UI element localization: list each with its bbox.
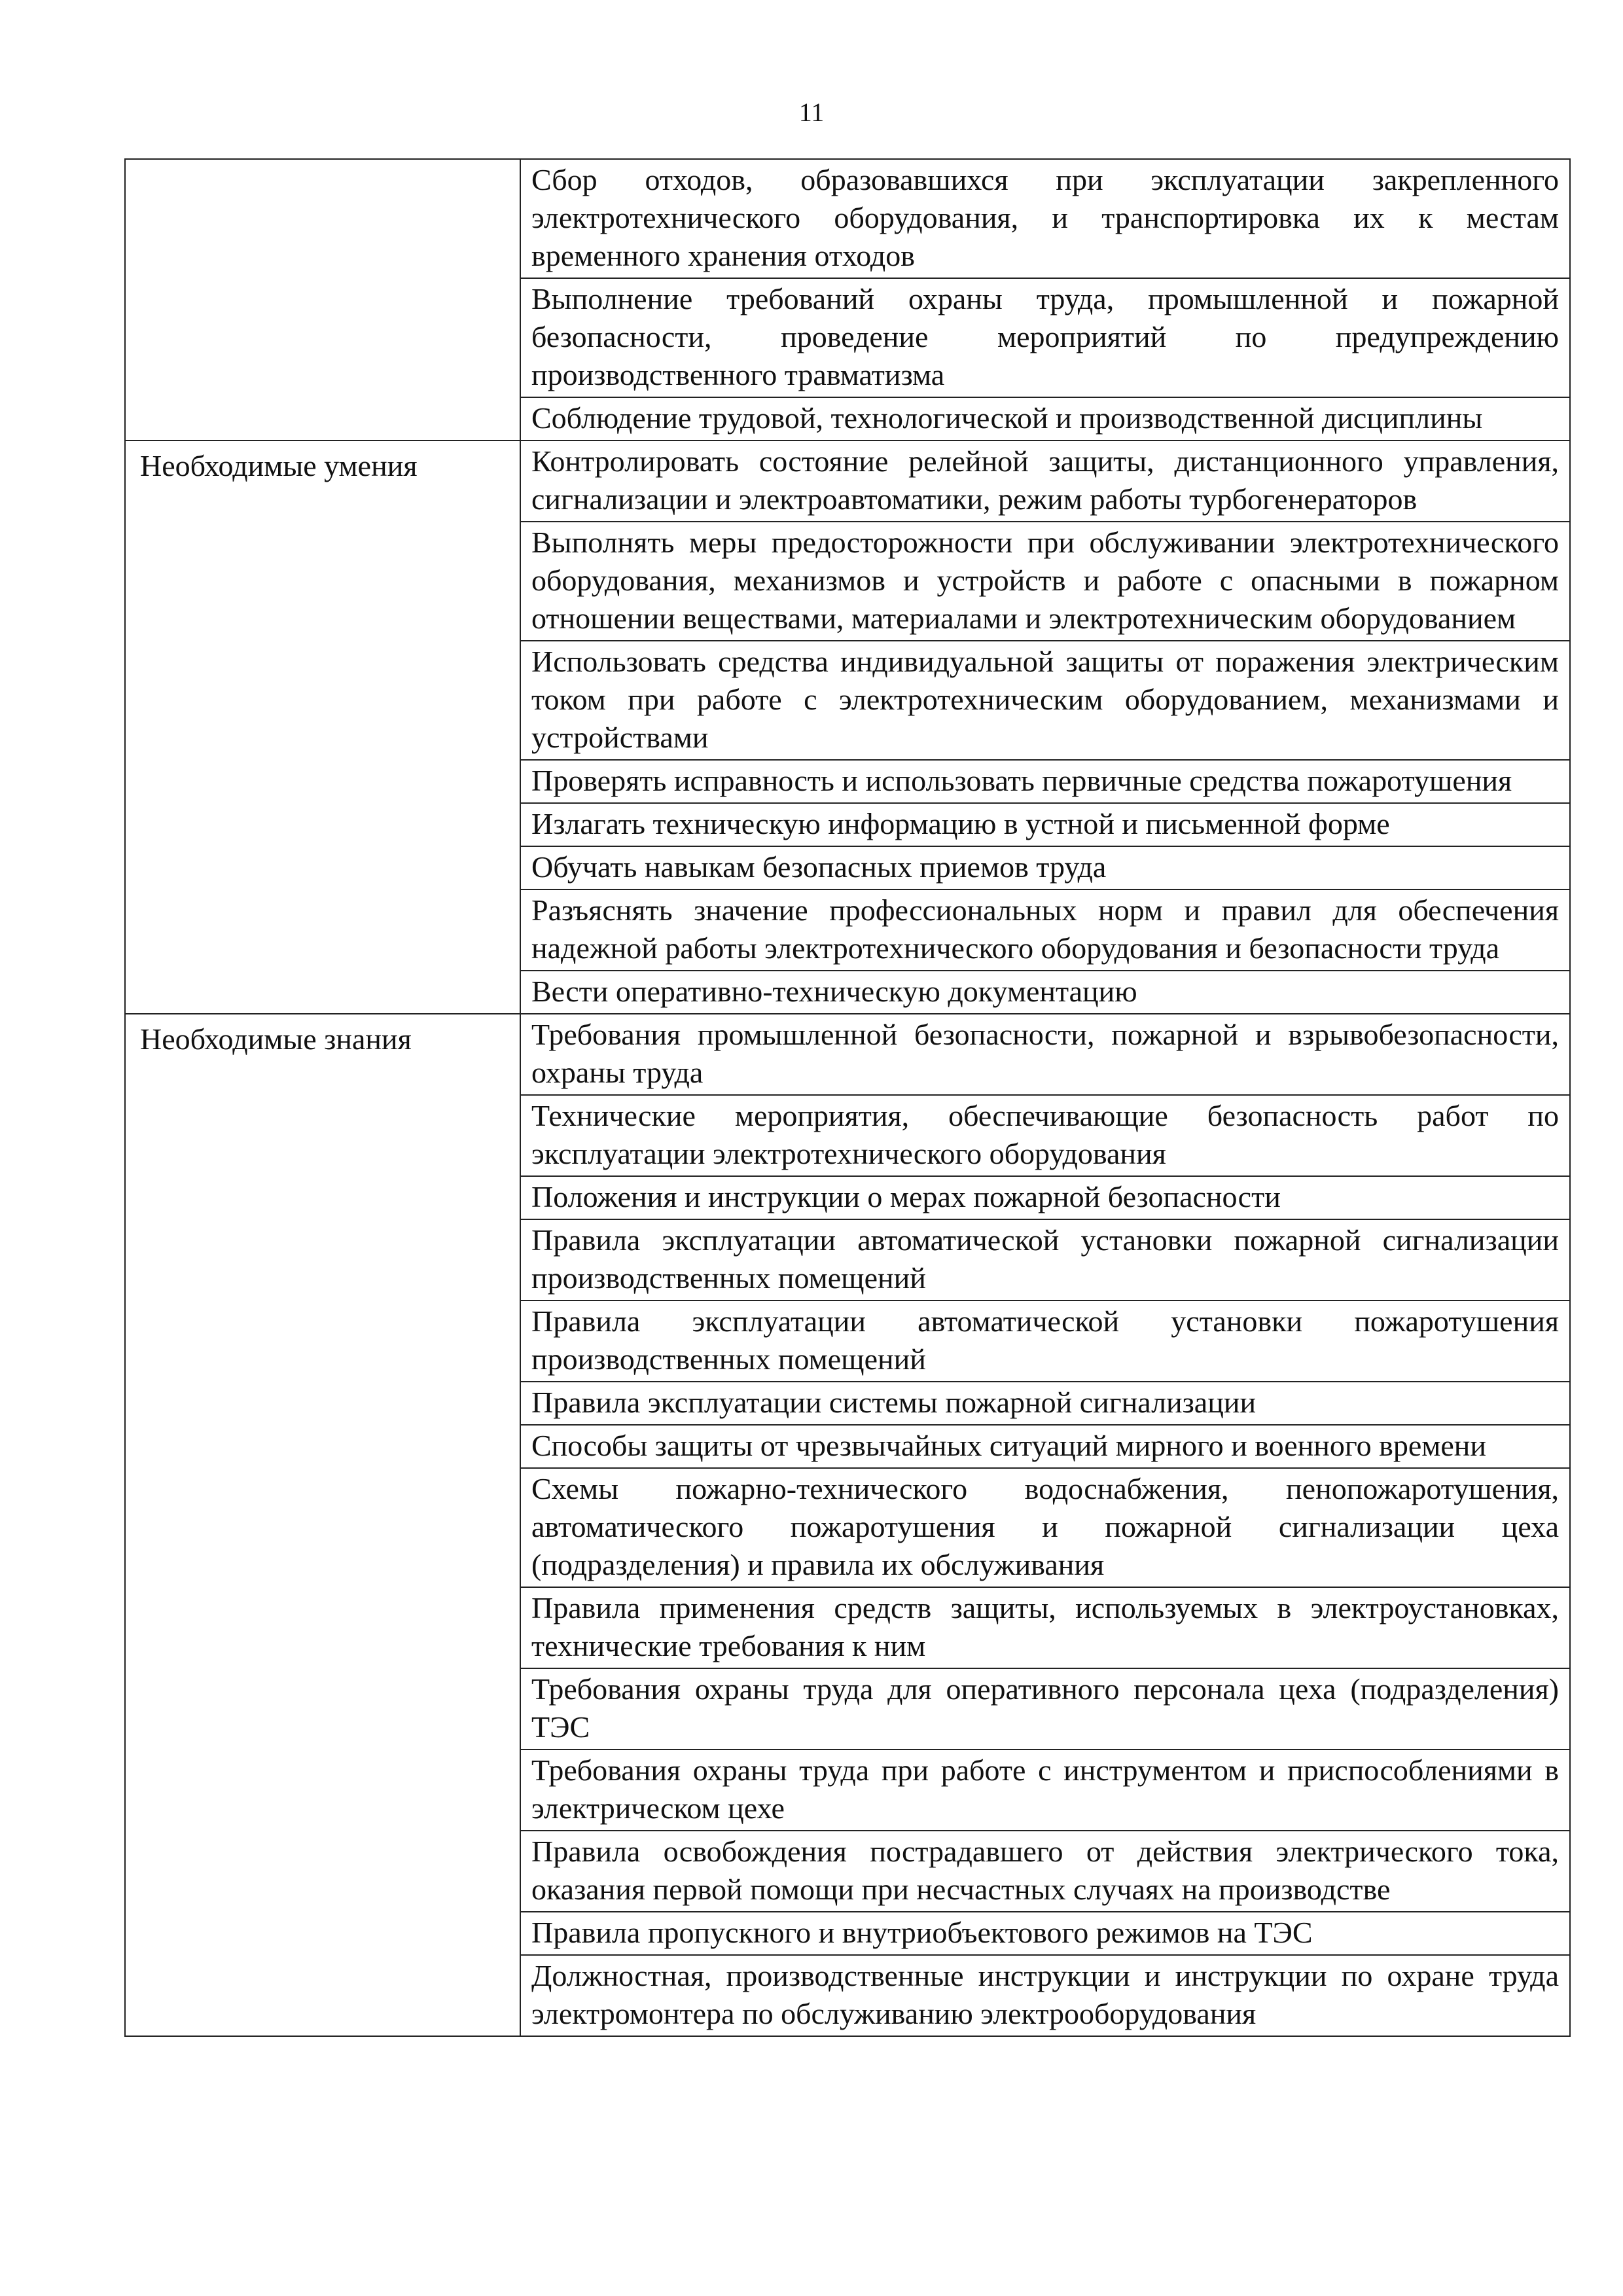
list-item: Способы защиты от чрезвычайных ситуаций мирного и военного времени [521, 1426, 1569, 1469]
list-item: Правила эксплуатации автоматической установки пожаротушения производственных помещений [521, 1301, 1569, 1382]
page-number: 11 [798, 98, 825, 127]
list-item: Выполнение требований охраны труда, промышленной и пожарной безопасности, проведение мероприятий по предупреждению производственного травматизма [521, 279, 1569, 398]
list-item: Правила освобождения пострадавшего от действия электрического тока, оказания первой помощи при несчастных случаях на производстве [521, 1831, 1569, 1912]
section-label [125, 159, 520, 440]
section-items [520, 1014, 1570, 2036]
list-item: Вести оперативно-техническую документацию [531, 975, 1137, 1008]
list-item: Схемы пожарно-технического водоснабжения, пенопожаротушения, автоматического пожаротушения и пожарной сигнализации цеха (подразделения) и правила их обслуживания [521, 1469, 1569, 1588]
list-item: Должностная, производственные инструкции и инструкции по охране труда электромонтера по обслуживанию электрооборудования [531, 1959, 1559, 2030]
list-item: Правила эксплуатации системы пожарной сигнализации [521, 1382, 1569, 1426]
section-label: Необходимые знания [125, 1014, 520, 2036]
section-items [520, 440, 1570, 1014]
table-body [125, 159, 1570, 2036]
list-item: Обучать навыкам безопасных приемов труда [521, 847, 1569, 890]
list-item: Требования охраны труда при работе с инструментом и приспособлениями в электрическом цехе [521, 1750, 1569, 1831]
list-item: Правила применения средств защиты, используемых в электроустановках, технические требования к ним [521, 1588, 1569, 1669]
list-item: Соблюдение трудовой, технологической и производственной дисциплины [531, 401, 1483, 435]
list-item: Положения и инструкции о мерах пожарной безопасности [521, 1177, 1569, 1220]
list-item: Контролировать состояние релейной защиты, дистанционного управления, сигнализации и электроавтоматики, режим работы турбогенераторов [521, 441, 1569, 522]
list-item: Использовать средства индивидуальной защиты от поражения электрическим током при работе с электротехническим оборудованием, механизмами и устройствами [521, 641, 1569, 761]
list-item: Требования промышленной безопасности, пожарной и взрывобезопасности, охраны труда [521, 1014, 1569, 1096]
table-row [125, 1014, 1570, 2036]
list-item: Сбор отходов, образовавшихся при эксплуатации закрепленного электротехнического оборудования, и транспортировка их к местам временного хранения отходов [521, 160, 1569, 279]
list-item: Правила эксплуатации автоматической установки пожарной сигнализации производственных помещений [521, 1220, 1569, 1301]
list-item: Проверять исправность и использовать первичные средства пожаротушения [521, 761, 1569, 804]
requirements-table [124, 158, 1571, 2037]
list-item: Требования охраны труда для оперативного персонала цеха (подразделения) ТЭС [521, 1669, 1569, 1750]
table-row [125, 440, 1570, 1014]
list-item: Технические мероприятия, обеспечивающие безопасность работ по эксплуатации электротехнического оборудования [521, 1096, 1569, 1177]
list-item: Излагать техническую информацию в устной и письменной форме [521, 804, 1569, 847]
list-item: Разъяснять значение профессиональных норм и правил для обеспечения надежной работы электротехнического оборудования и безопасности труда [521, 890, 1569, 971]
list-item: Выполнять меры предосторожности при обслуживании электротехнического оборудования, механизмов и устройств и работе с опасными в пожарном отношении веществами, материалами и электротехническим оборудованием [521, 522, 1569, 641]
section-items [520, 159, 1570, 440]
section-label: Необходимые умения [125, 440, 520, 1014]
list-item: Правила пропускного и внутриобъектового режимов на ТЭС [521, 1912, 1569, 1956]
table-row [125, 159, 1570, 440]
